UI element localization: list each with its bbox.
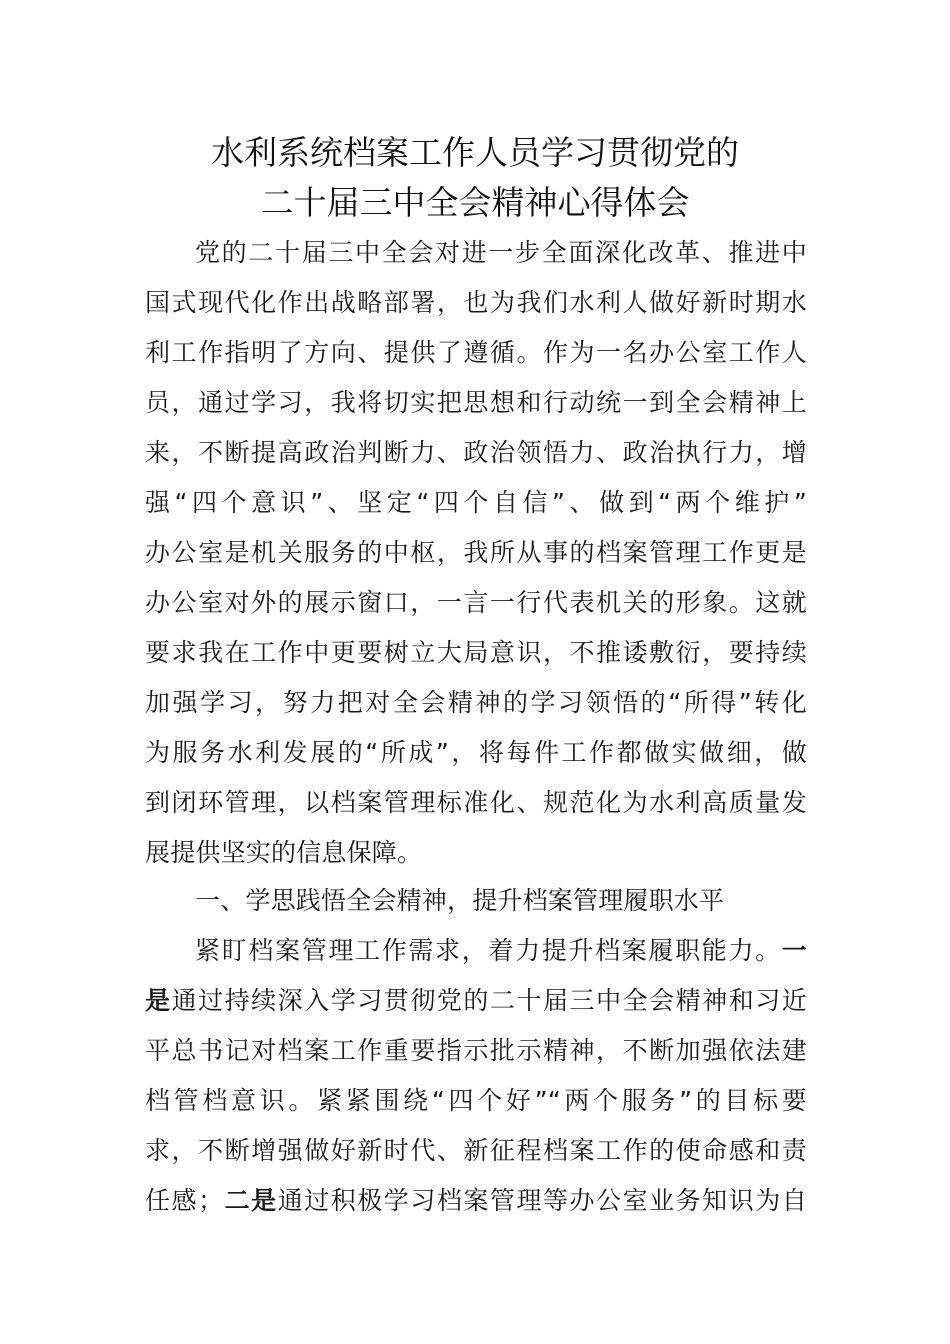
paragraph-1-line-12: 到闭环管理，以档案管理标准化、规范化为水利高质量发 [145, 788, 807, 817]
paragraph-1-line-2: 国式现代化作出战略部署，也为我们水利人做好新时期水 [145, 288, 807, 317]
paragraph-2-line-2-text: 通过持续深入学习贯彻党的二十届三中全会精神和习近 [171, 986, 808, 1015]
paragraph-1-line-3: 利工作指明了方向、提供了遵循。作为一名办公室工作人 [145, 338, 807, 367]
paragraph-1-line-9: 要求我在工作中更要树立大局意识，不推诿敷衍，要持续 [145, 638, 807, 667]
paragraph-1-line-4: 员，通过学习，我将切实把思想和行动统一到全会精神上 [145, 388, 807, 417]
paragraph-1-line-7: 办公室是机关服务的中枢，我所从事的档案管理工作更是 [145, 538, 807, 567]
paragraph-2-line-5: 求，不断增强做好新时代、新征程档案工作的使命感和责 [145, 1136, 807, 1165]
paragraph-1-line-10: 加强学习，努力把对全会精神的学习领悟的“所得”转化 [145, 688, 807, 717]
document-title-line-2: 二十届三中全会精神心得体会 [260, 183, 690, 222]
paragraph-2-line-6 [145, 1176, 807, 1226]
paragraph-1-line-13: 展提供坚实的信息保障。 [145, 838, 423, 867]
paragraph-1-line-6: 强“四个意识”、坚定“四个自信”、做到“两个维护” [145, 488, 807, 517]
paragraph-2-line-6-text-a: 任感； [145, 1186, 224, 1215]
paragraph-1-line-1: 党的二十届三中全会对进一步全面深化改革、推进中 [195, 238, 807, 267]
paragraph-2-line-2-bold: 是 [145, 986, 172, 1015]
paragraph-2-line-3: 平总书记对档案工作重要指示批示精神，不断加强依法建 [145, 1036, 807, 1065]
section-1-heading: 一、学思践悟全会精神，提升档案管理履职水平 [195, 886, 725, 915]
paragraph-2-line-6-bold: 二是 [223, 1186, 278, 1215]
paragraph-1-line-5: 来，不断提高政治判断力、政治领悟力、政治执行力，增 [145, 438, 807, 467]
paragraph-1-line-8: 办公室对外的展示窗口，一言一行代表机关的形象。这就 [145, 588, 807, 617]
paragraph-2-line-6-text-b: 通过积极学习档案管理等办公室业务知识为自 [277, 1186, 807, 1215]
document-title-line-1: 水利系统档案工作人员学习贯彻党的 [211, 133, 739, 172]
paragraph-1-line-11: 为服务水利发展的“所成”，将每件工作都做实做细，做 [145, 738, 807, 767]
paragraph-2-line-4: 档管档意识。紧紧围绕“四个好”“两个服务”的目标要 [145, 1086, 807, 1115]
paragraph-2-line-1-text: 紧盯档案管理工作需求，着力提升档案履职能力。 [195, 936, 782, 965]
paragraph-2-line-1 [195, 926, 807, 976]
paragraph-2-line-1-bold: 一 [781, 936, 807, 965]
paragraph-2-line-2 [145, 976, 807, 1026]
